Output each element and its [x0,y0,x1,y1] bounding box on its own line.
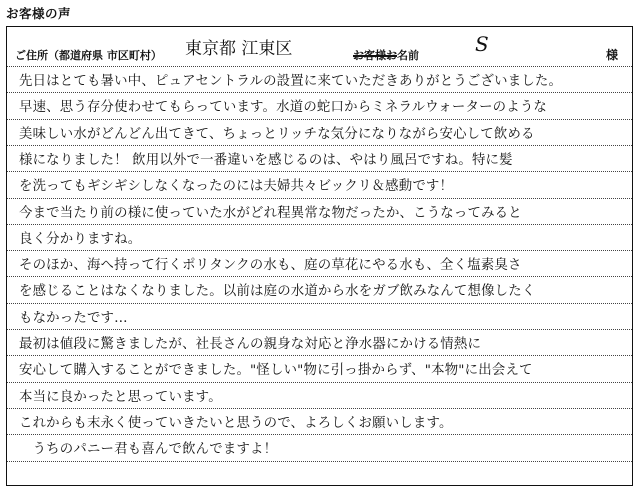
body-text-line: 今まで当たり前の様に使っていた水がどれ程異常な物だったか、こうなってみると [19,205,522,221]
ruled-line [7,224,632,225]
honorific: 様 [606,48,619,62]
page-title: お客様の声 [6,6,72,21]
address-label: ご住所（都道府県 市区町村） [15,49,162,62]
ruled-line [7,171,632,172]
body-text-line: 様になりました！ 飲用以外で一番違いを感じるのは、やはり風呂ですね。特に髪 [19,152,513,168]
ruled-line [7,382,632,383]
ruled-line [7,250,632,251]
body-text-line: 本当に良かったと思っています。 [19,389,222,405]
body-text-line: もなかったです… [19,310,128,326]
ruled-line [7,92,632,93]
ruled-line [7,119,632,120]
body-text-line: を感じることはなくなりました。以前は庭の水道から水をガブ飲みなんて想像したく [19,284,536,300]
body-text-line: これからも末永く使っていきたいと思うので、よろしくお願いします。 [19,415,453,431]
ruled-line [7,461,632,462]
ruled-line [7,145,632,146]
name-label-struck: お客様お [353,49,397,62]
body-text-line: 最初は値段に驚きましたが、社長さんの親身な対応と浄水器にかける情熱に [19,337,482,352]
ruled-line [7,355,632,356]
ruled-line [7,408,632,409]
body-text-line: 早速、思う存分使わせてもらっています。水道の蛇口からミネラルウォーターのような [19,100,548,116]
address-value: 東京都 江東区 [185,39,293,59]
body-text-line: を洗ってもギシギシしなくなったのには夫婦共々ビックリ＆感動です！ [19,179,454,195]
name-label-rest: 名前 [397,49,419,62]
name-value: S [475,32,489,56]
ruled-line [7,198,632,199]
body-text-line: そのほか、海へ持って行くポリタンクの水も、庭の草花にやる水も、全く塩素臭さ [19,258,522,274]
ruled-line [7,66,632,67]
ruled-line [7,276,632,277]
body-text-line: 良く分かりますね。 [19,231,142,247]
ruled-line [7,434,632,435]
body-text-line: 安心して購入することができました。"怪しい"物に引っ掛からず、"本物"に出会えて [19,363,533,379]
body-text-line: うちのパニー君も喜んで飲んでますよ！ [19,442,278,458]
body-text-line: 先日はとても暑い中、ピュアセントラルの設置に来ていただきありがとうございました。 [19,74,563,89]
body-text-line: 美味しい水がどんどん出てきて、ちょっとリッチな気分になりながら安心して飲める [19,126,535,142]
ruled-line [7,303,632,304]
ruled-line [7,329,632,330]
name-label [353,47,419,63]
testimonial-form [6,26,633,486]
